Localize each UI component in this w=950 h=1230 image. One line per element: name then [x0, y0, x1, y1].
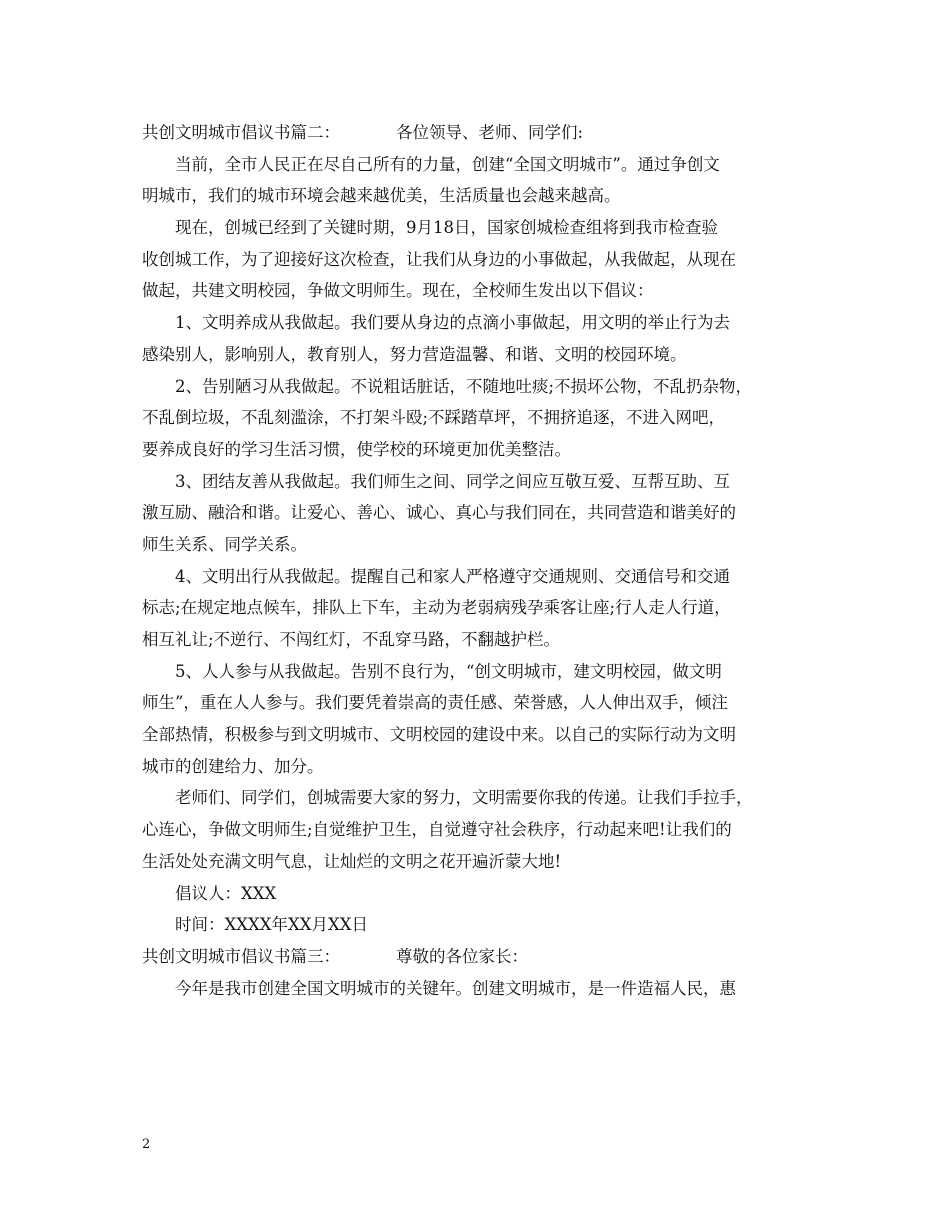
paragraph-line: 明城市，我们的城市环境会越来越优美，生活质量也会越来越高。 — [142, 186, 621, 206]
page-number: 2 — [142, 1137, 151, 1152]
paragraph-line: 现在，创城已经到了关键时期，9月18日，国家创城检查组将到我市检查验 — [175, 218, 718, 238]
paragraph-line: 4、文明出行从我做起。提醒自己和家人严格遵守交通规则、交通信号和交通 — [175, 566, 730, 586]
paragraph-line: 不乱倒垃圾，不乱刻滥涂，不打架斗殴;不踩踏草坪，不拥挤追逐，不进入网吧， — [142, 408, 726, 428]
paragraph-line: 相互礼让;不逆行、不闯红灯，不乱穿马路，不翻越护栏。 — [142, 630, 561, 649]
paragraph-line: 2、告别陋习从我做起。不说粗话脏话，不随地吐痰;不损坏公物，不乱扔杂物， — [175, 376, 753, 396]
paragraph-line: 做起，共建文明校园，争做文明师生。现在，全校师生发出以下倡议： — [142, 281, 654, 301]
paragraph-line: 要养成良好的学习生活习惯，使学校的环境更加优美整洁。 — [142, 439, 571, 459]
section-title: 共创文明城市倡议书篇三： — [142, 946, 340, 966]
paragraph-line: 心连心，争做文明师生;自觉维护卫生，自觉遵守社会秩序，行动起来吧!让我们的 — [142, 820, 732, 840]
paragraph-line: 3、团结友善从我做起。我们师生之间、同学之间应互敬互爱、互帮互助、互 — [175, 471, 730, 491]
paragraph-line: 1、文明养成从我做起。我们要从身边的点滴小事做起，用文明的举止行为去 — [175, 313, 730, 333]
paragraph-line: 5、人人参与从我做起。告别不良行为，“创文明城市，建文明校园，做文明 — [175, 661, 722, 681]
paragraph-line: 师生关系、同学关系。 — [142, 534, 307, 554]
paragraph-line: 标志;在规定地点候车，排队上下车，主动为老弱病残孕乘客让座;行人走人行道， — [142, 598, 731, 618]
document-body — [142, 117, 822, 1004]
paragraph-line: 师生”，重在人人参与。我们要凭着崇高的责任感、荣誉感，人人伸出双手，倾注 — [142, 693, 728, 713]
section-heading-2 — [142, 117, 822, 149]
paragraph-line: 今年是我市创建全国文明城市的关键年。创建文明城市，是一件造福人民，惠 — [175, 978, 736, 998]
paragraph-line: 感染别人，影响别人，教育别人，努力营造温馨、和谐、文明的校园环境。 — [142, 344, 687, 364]
salutation: 各位领导、老师、同学们: — [396, 123, 584, 142]
paragraph-line: 生活处处充满文明气息，让灿烂的文明之花开遍沂蒙大地! — [142, 851, 562, 871]
paragraph-line: 城市的创建给力、加分。 — [142, 756, 324, 776]
salutation: 尊敬的各位家长： — [396, 946, 528, 966]
date-line: 时间：XXXX年XX月XX日 — [175, 915, 368, 935]
paragraph-line: 收创城工作，为了迎接好这次检查，让我们从身边的小事做起，从我做起，从现在 — [142, 249, 736, 269]
paragraph-line: 全部热情，积极参与到文明城市、文明校园的建设中来。以自己的实际行动为文明 — [142, 725, 736, 745]
paragraph-line: 老师们、同学们，创城需要大家的努力，文明需要你我的传递。让我们手拉手， — [175, 788, 753, 808]
section-heading-3 — [142, 941, 822, 973]
section-title: 共创文明城市倡议书篇二： — [142, 123, 340, 142]
paragraph-line: 当前，全市人民正在尽自己所有的力量，创建“全国文明城市”。通过争创文 — [175, 154, 720, 174]
signatory-line: 倡议人：XXX — [175, 883, 277, 903]
paragraph-line: 激互励、融洽和谐。让爱心、善心、诚心、真心与我们同在，共同营造和谐美好的 — [142, 503, 736, 523]
